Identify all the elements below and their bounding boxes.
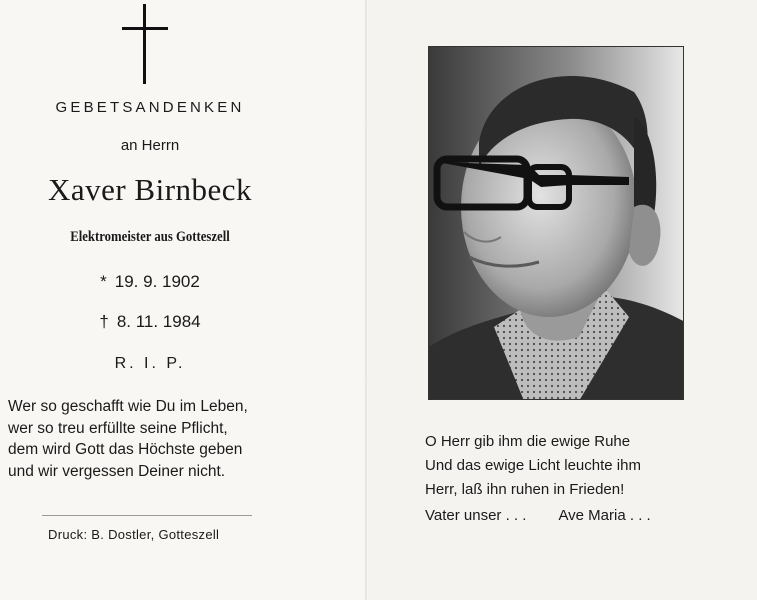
rip-text: R. I. P. bbox=[114, 355, 186, 372]
portrait-photo bbox=[428, 46, 684, 400]
printer-credit: Druck: B. Dostler, Gotteszell bbox=[48, 527, 220, 542]
death-cross-icon: † bbox=[99, 312, 109, 331]
death-date: 8. 11. 1984 bbox=[116, 312, 201, 331]
poem-line: und wir vergessen Deiner nicht. bbox=[8, 462, 226, 480]
prayer-closing bbox=[425, 504, 705, 528]
poem-line: wer so treu erfüllte seine Pflicht, bbox=[8, 419, 228, 437]
deceased-profession: Elektromeister aus Gotteszell bbox=[70, 229, 230, 245]
birth-symbol: * bbox=[100, 272, 107, 291]
closing-our-father: Vater unser . . . bbox=[425, 507, 527, 524]
divider bbox=[42, 515, 252, 516]
prayer-line: Und das ewige Licht leuchte ihm bbox=[425, 457, 641, 474]
card-fold bbox=[365, 0, 367, 600]
birth-line bbox=[0, 272, 300, 292]
card-heading: GEBETSANDENKEN bbox=[55, 99, 245, 116]
poem-line: dem wird Gott das Höchste geben bbox=[8, 441, 243, 458]
closing-hail-mary: Ave Maria . . . bbox=[558, 507, 651, 524]
deceased-name: Xaver Birnbeck bbox=[47, 172, 253, 207]
salutation: an Herrn bbox=[120, 137, 180, 154]
death-line bbox=[0, 312, 300, 332]
poem-line: Wer so geschafft wie Du im Leben, bbox=[8, 398, 248, 415]
memorial-poem bbox=[8, 396, 308, 482]
card-left-panel bbox=[0, 0, 365, 600]
prayer-line: Herr, laß ihn ruhen in Frieden! bbox=[425, 481, 625, 498]
birth-date: 19. 9. 1902 bbox=[114, 272, 200, 291]
prayer-line: O Herr gib ihm die ewige Ruhe bbox=[425, 433, 631, 450]
prayer-text bbox=[425, 430, 705, 528]
cross-icon bbox=[122, 4, 168, 84]
